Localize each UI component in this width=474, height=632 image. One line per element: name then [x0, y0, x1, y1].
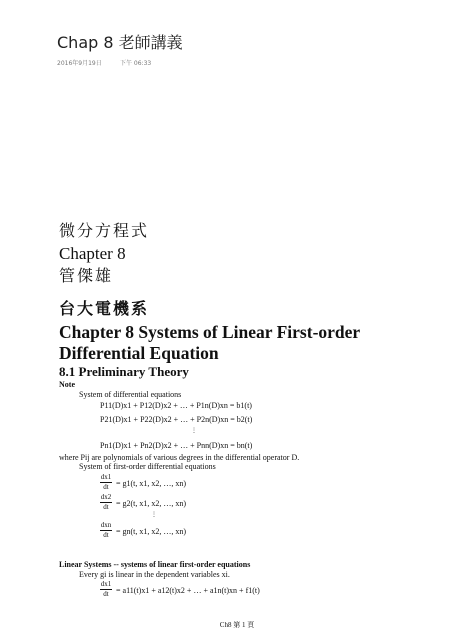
where-text: where Pij are polynomials of various degrees in the differential operator D. — [59, 453, 300, 462]
linear-systems-text: Every gi is linear in the dependent variables xi. — [79, 570, 230, 579]
fraction-denominator: dt — [103, 503, 109, 511]
section-heading: 8.1 Preliminary Theory — [59, 364, 189, 379]
fraction-numerator: dxn — [100, 521, 112, 529]
page-footer: Ch8 第 1 頁 — [219, 621, 255, 629]
equation-row-n: Pn1(D)x1 + Pn2(D)x2 + … + Pnn(D)xn = bn(t) — [100, 441, 253, 450]
fraction-numerator: dx2 — [100, 493, 112, 501]
fraction-denominator: dt — [103, 483, 109, 491]
note-title: Chap 8 老師講義 — [57, 33, 183, 52]
equation-rhs: = g2(t, x1, x2, …, xn) — [116, 499, 187, 508]
fraction-numerator: dx1 — [100, 580, 112, 588]
cover-chapter: Chapter 8 — [59, 244, 126, 263]
note-label: Note — [59, 380, 75, 389]
cover-subject: 微分方程式 — [59, 221, 150, 240]
equation-rhs: = a11(t)x1 + a12(t)x2 + … + a1n(t)xn + f1(t) — [116, 586, 260, 595]
fraction-denominator: dt — [103, 590, 109, 598]
chapter-heading: Chapter 8 Systems of Linear First-order Differential Equation — [59, 322, 360, 363]
linear-systems-heading: Linear Systems -- systems of linear first-order equations — [59, 560, 251, 569]
note-date: 2016年9月19日 — [57, 60, 102, 67]
equation-row-1: P11(D)x1 + P12(D)x2 + … + P1n(D)xn = b1(t) — [100, 401, 252, 410]
first-order-intro: System of first-order differential equations — [79, 462, 216, 471]
cover-author: 管傑雄 — [59, 266, 114, 285]
first-order-vdots: ⋮ — [151, 511, 157, 518]
equation-rhs: = gn(t, x1, x2, …, xn) — [116, 527, 187, 536]
note-time: 下午 06:33 — [120, 60, 152, 67]
equation-vdots: ⋮ — [191, 427, 197, 434]
fraction-numerator: dx1 — [100, 473, 112, 481]
cover-department: 台大電機系 — [59, 299, 150, 318]
equation-rhs: = g1(t, x1, x2, …, xn) — [116, 479, 187, 488]
fraction-denominator: dt — [103, 531, 109, 539]
system-intro: System of differential equations — [79, 390, 182, 399]
equation-row-2: P21(D)x1 + P22(D)x2 + … + P2n(D)xn = b2(t) — [100, 415, 253, 424]
